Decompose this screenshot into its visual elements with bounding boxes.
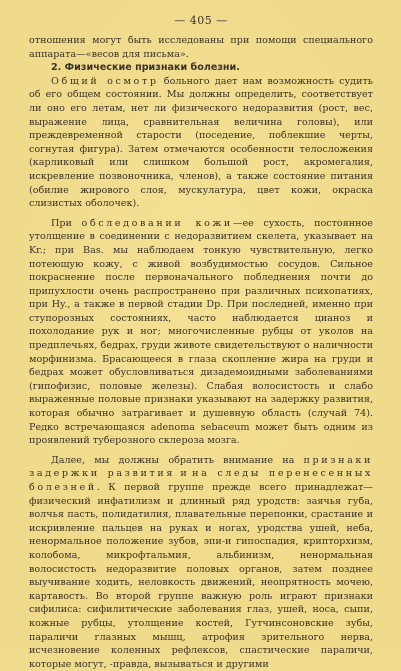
paragraph-text: —ее сухость, постоянное утолщение в соединении с недоразвитием скелета, указывает на Kr.; при Bas. мы наблюдаем тонкую чувствительную, легко потеющую кожу, с живой возбудимостью сосудов. Сильное покраснение после первоначального побледнения почти до припухлости очень распространено при различных психопатиях, при Hy., а также в первой стадии Dp. При последней, именно при ступорозных состояниях, часто наблюдается цианоз и похолодание рук и ног; многочисленные рубцы от уколов на предплечьях, бедрах, груди животе свидетельствуют о наличности морфинизма. Брасающееся в глаза скопление жира на груди и бедрах может обусловливаться дизадемоидными заболеваниями (гипофизис, половые железы). Слабая волосистость и слабо выраженные половые признаки указывают на задержку развития, которая обычно затрагивает и душевную область (случай 74). Редко встречающаяся adenoma sebaceum может быть одним из проявлений туберозного склероза мозга. xyxy=(29,217,373,447)
paragraph-intro: Далее, мы должны обратить внимание на xyxy=(51,454,304,466)
section-heading xyxy=(29,61,373,75)
spaced-term-general-examination: Общий осмотр xyxy=(51,75,159,87)
spaced-term-developmental-delay: признаки задержки развития xyxy=(29,454,373,480)
paragraph-intro: При xyxy=(51,217,82,229)
paragraph-skin-examination xyxy=(29,217,373,448)
spaced-term-skin-examination: обследовании кожи xyxy=(81,217,233,229)
section-number: 2. xyxy=(51,62,62,74)
spaced-term-past-diseases: на следы перенесенных болезней xyxy=(29,468,373,493)
page-number: — 405 — xyxy=(174,14,228,27)
paragraph-text: больного дает нам возможность судить об его общем состоянии. Мы должны определить, соответствует ли оно его летам, нет ли физического недоразвития (рост, вес, выражение лица, сравнительная величина головы), или преждевременной старости (поседение, поблекшие черты, согнутая фигура). Затем отмечаются особенности телосложения (карликовый или слишком большой рост, акромегалия, искревление позвоночника, членов), а также состояние питания (обилие жирового слоя, мускулатура, цвет кожи, окраска слизистых оболочек). xyxy=(29,75,373,210)
paragraph-text: . К первой группе прежде всего принадлежат—физический инфатилизм и длинный ряд уродств: заячья губа, волчья пасть, полидатилия, плавательные перепонки, срастание и искривление пальцев на руках и ногах, уродства ушей, неба, ненормальное положение зубов, эпи-и гипоспадия, крипторхизм, колобома, микрофтальмия, альбинизм, ненормальная волосистость недоразвитие половых органов, затем позднее выучивание ходить, неловкость движений, неопрятность мочею, картавость. Во второй группе важную роль играют признаки сифилиса: сифилитические заболевания глаз, ушей, носа, сыпи, кожные рубцы, утолщение костей, Гутчинсоновские зубы, параличи глазных мышц, атрофия зрительного нерва, исчезновение коленных рефлексов, спастические параличи, которые могут, -правда, вызываться и другими xyxy=(29,482,373,670)
section-title: Физические признаки болезни. xyxy=(64,62,240,74)
paragraph-developmental-signs xyxy=(29,454,373,671)
paragraph-continuation: отношения могут быть исследованы при помощи специального аппарата—«весов для письма». xyxy=(29,35,373,60)
paragraph-general-examination xyxy=(29,75,373,211)
paragraph-connector: и xyxy=(175,468,193,480)
